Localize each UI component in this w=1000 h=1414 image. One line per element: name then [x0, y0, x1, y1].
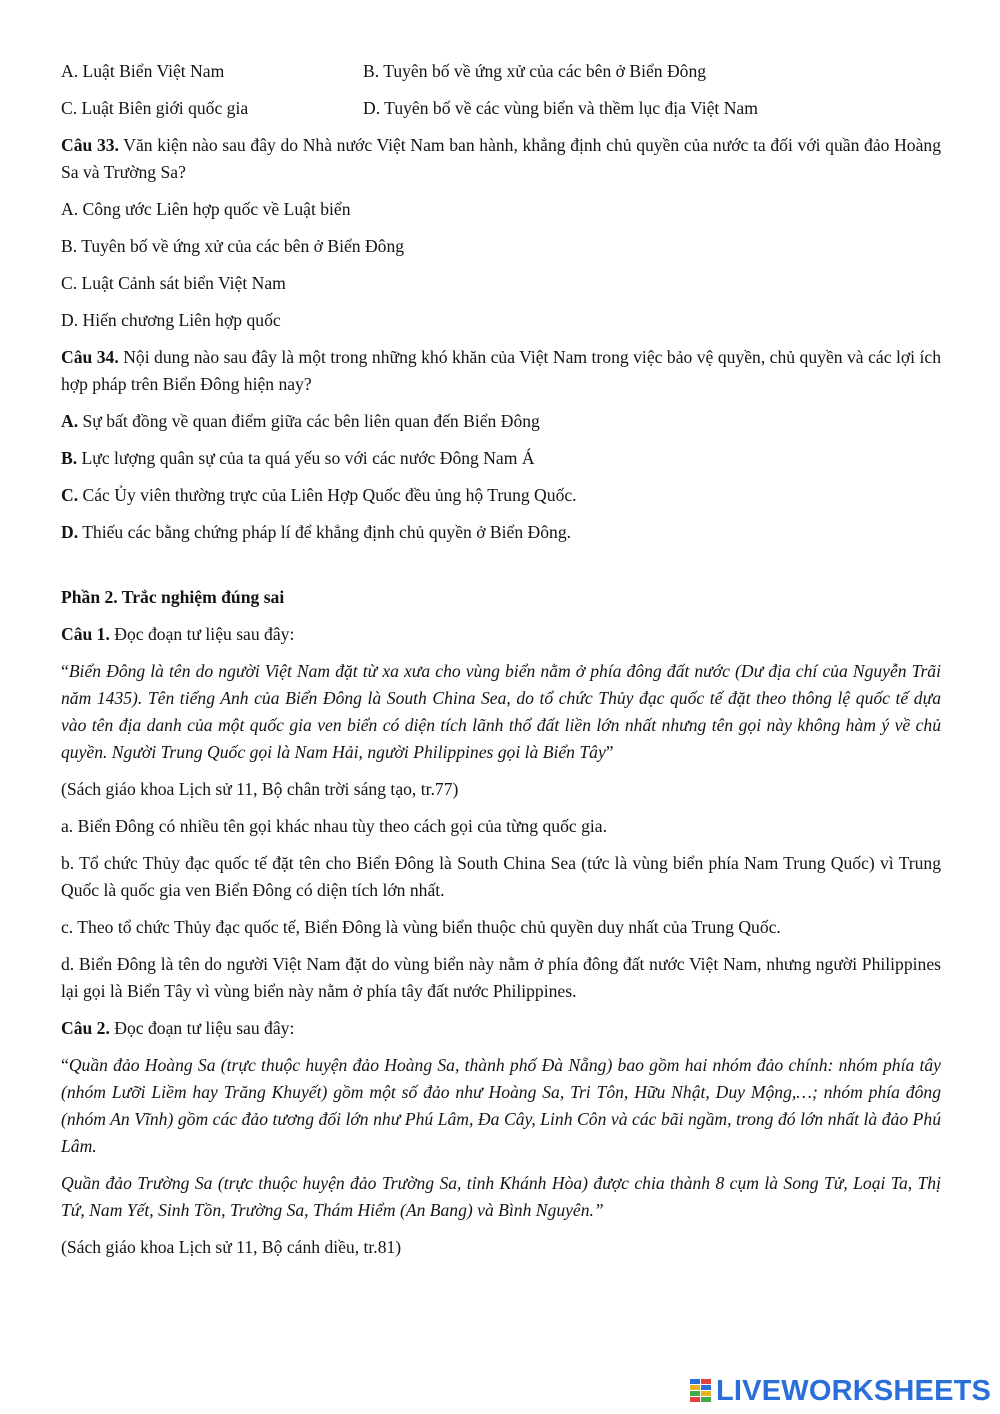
q32-options-row-1: [61, 58, 941, 95]
c1-close-quote: ”: [605, 742, 614, 762]
q34-option-a: [61, 408, 941, 445]
part2-title: Phần 2. Trắc nghiệm đúng sai: [61, 587, 285, 607]
q34-option-c: [61, 482, 941, 519]
c2-quote-1-text: Quần đảo Hoàng Sa (trực thuộc huyện đảo Hoàng Sa, thành phố Đà Nẵng) bao gồm hai nhóm đảo chính: nhóm phía tây (nhóm Lưỡi Liềm hay Trăng Khuyết) gồm một số đảo như Hoàng Sa, Tri Tôn, Hữu Nhật, Duy Mộng,…; nhóm phía đông (nhóm An Vĩnh) gồm các đảo tương đối lớn như Phú Lâm, Đa Cây, Linh Côn và các bãi ngầm, trong đó lớn nhất là đảo Phú Lâm.: [61, 1055, 941, 1156]
q32-option-d: D. Tuyên bố về các vùng biển và thềm lục địa Việt Nam: [363, 98, 758, 118]
q33-label: Câu 33.: [61, 135, 119, 155]
q34-question: [61, 344, 941, 398]
c2-quote-2-text: Quần đảo Trường Sa (trực thuộc huyện đảo Trường Sa, tỉnh Khánh Hòa) được chia thành 8 cụm là Song Tử, Loại Ta, Thị Tứ, Nam Yết, Sinh Tồn, Trường Sa, Thám Hiểm (An Bang) và Bình Nguyên.”: [61, 1173, 941, 1220]
c1-statement-b: b. Tổ chức Thủy đạc quốc tế đặt tên cho Biển Đông là South China Sea (tức là vùng biển phía Nam Trung Quốc) vì Trung Quốc là quốc gia ven Biển Đông có diện tích lớn nhất.: [61, 853, 941, 900]
q32-option-a: A. Luật Biển Việt Nam: [61, 61, 225, 81]
q34-text: Nội dung nào sau đây là một trong những khó khăn của Việt Nam trong việc bảo vệ quyền, chủ quyền và các lợi ích hợp pháp trên Biển Đông hiện nay?: [61, 347, 941, 394]
q34-option-b-label: B.: [61, 448, 78, 468]
q34-option-a-label: A.: [61, 411, 79, 431]
q33-option-b: B. Tuyên bố về ứng xử của các bên ở Biển Đông: [61, 236, 405, 256]
q34-option-d-text: Thiếu các bằng chứng pháp lí để khẳng định chủ quyền ở Biển Đông.: [78, 522, 572, 542]
c1-label: Câu 1.: [61, 624, 110, 644]
q34-option-d: [61, 519, 941, 556]
c1-statement-a: a. Biển Đông có nhiều tên gọi khác nhau tùy theo cách gọi của từng quốc gia.: [61, 816, 607, 836]
q32-option-b: B. Tuyên bố về ứng xử của các bên ở Biển Đông: [363, 61, 707, 81]
q34-option-c-label: C.: [61, 485, 79, 505]
q34-option-b: [61, 445, 941, 482]
q33-text: Văn kiện nào sau đây do Nhà nước Việt Nam ban hành, khẳng định chủ quyền của nước ta đối với quần đảo Hoàng Sa và Trường Sa?: [61, 135, 942, 182]
document-page: [61, 58, 941, 1271]
q33-option-d: D. Hiến chương Liên hợp quốc: [61, 310, 281, 330]
c1-question: [61, 621, 941, 648]
c2-quote-2: [61, 1170, 941, 1224]
c2-label: Câu 2.: [61, 1018, 110, 1038]
liveworksheets-logo[interactable]: [690, 1374, 991, 1408]
q33-option-a: A. Công ước Liên hợp quốc về Luật biển: [61, 199, 351, 219]
c1-source: (Sách giáo khoa Lịch sử 11, Bộ chân trời sáng tạo, tr.77): [61, 779, 459, 799]
c1-open-quote: “: [61, 661, 69, 681]
c2-intro: Đọc đoạn tư liệu sau đây:: [109, 1018, 295, 1038]
c1-quote: [61, 658, 941, 766]
c2-open-quote: “: [61, 1055, 69, 1075]
c1-quote-text: Biển Đông là tên do người Việt Nam đặt từ xa xưa cho vùng biển nằm ở phía đông đất nước (Dư địa chí của Nguyễn Trãi năm 1435). Tên tiếng Anh của Biển Đông là South China Sea, do tổ chức Thủy đạc quốc tế đặt theo thông lệ quốc tế dựa vào tên địa danh của một quốc gia ven biển có diện tích lãnh thổ đất liền lớn nhất nhưng tên gọi này không hàm ý về chủ quyền. Người Trung Quốc gọi là Nam Hải, người Philippines gọi là Biển Tây: [61, 661, 941, 762]
q32-option-c: C. Luật Biên giới quốc gia: [61, 98, 249, 118]
c2-question: [61, 1015, 941, 1042]
c2-quote-1: [61, 1052, 941, 1160]
q33-option-c: C. Luật Cảnh sát biển Việt Nam: [61, 273, 286, 293]
c2-source: (Sách giáo khoa Lịch sử 11, Bộ cánh diều, tr.81): [61, 1237, 402, 1257]
liveworksheets-logo-icon: [690, 1379, 712, 1403]
q33-question: [61, 132, 941, 186]
q34-option-c-text: Các Ủy viên thường trực của Liên Hợp Quốc đều ủng hộ Trung Quốc.: [78, 485, 577, 505]
c1-statement-d: d. Biển Đông là tên do người Việt Nam đặt do vùng biển này nằm ở phía đông đất nước Việt Nam, nhưng người Philippines lại gọi là Biển Tây vì vùng biển này nằm ở phía tây đất nước Philippines.: [61, 954, 941, 1001]
c1-statement-c: c. Theo tổ chức Thủy đạc quốc tế, Biển Đông là vùng biển thuộc chủ quyền duy nhất của Trung Quốc.: [61, 917, 781, 937]
q34-label: Câu 34.: [61, 347, 119, 367]
part2-heading: [61, 584, 941, 611]
q34-option-b-text: Lực lượng quân sự của ta quá yếu so với các nước Đông Nam Á: [77, 448, 535, 468]
c1-intro: Đọc đoạn tư liệu sau đây:: [109, 624, 295, 644]
liveworksheets-logo-text: LIVEWORKSHEETS: [716, 1374, 992, 1407]
q34-option-a-text: Sự bất đồng về quan điểm giữa các bên liên quan đến Biển Đông: [78, 411, 540, 431]
q34-option-d-label: D.: [61, 522, 79, 542]
q32-options-row-2: [61, 95, 941, 132]
